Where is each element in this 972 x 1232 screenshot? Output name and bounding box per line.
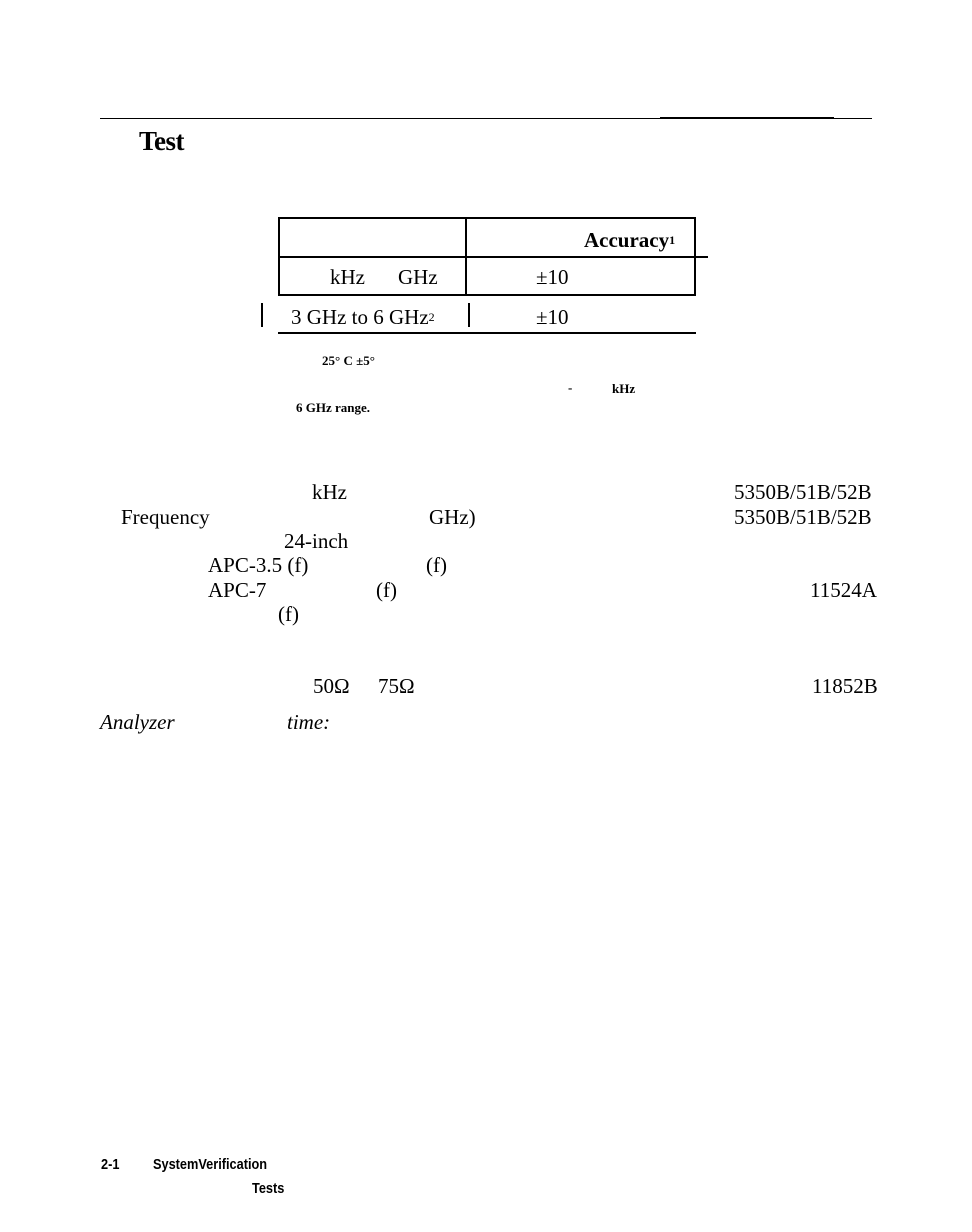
section-title: Test — [139, 126, 185, 156]
footnote-unit: kHz — [612, 381, 636, 396]
table-top-rule — [278, 217, 695, 219]
equipment-7-impedance-b: 75Ω — [378, 674, 415, 698]
table-row-2-range — [291, 305, 435, 330]
equipment-2-range: GHz) — [429, 505, 476, 529]
footer-section-line-2: Tests — [252, 1180, 285, 1197]
table-bottom-rule — [278, 332, 696, 334]
header-rule-accent — [660, 117, 834, 119]
table-row-1-range-end: GHz — [398, 265, 438, 289]
equipment-4-desc: APC-3.5 (f) — [208, 553, 309, 577]
equipment-1-model: 5350B/51B/52B — [734, 480, 872, 504]
table-row-1-accuracy: ±10 — [536, 265, 569, 289]
equipment-7-impedance-a: 50Ω — [313, 674, 350, 698]
table-header-accuracy — [584, 228, 675, 253]
table-row-1-range-start: kHz — [330, 265, 365, 289]
table-row-rule — [278, 294, 696, 296]
table-row-2-accuracy: ±10 — [536, 305, 569, 329]
table-center-divider-lower — [468, 303, 470, 327]
equipment-7-model: 11852B — [812, 674, 878, 698]
equipment-2-model: 5350B/51B/52B — [734, 505, 872, 529]
time-label: time: — [287, 710, 331, 734]
footnote-dash: - — [568, 380, 573, 395]
table-left-border-lower — [261, 303, 263, 327]
equipment-5-model: 11524A — [810, 578, 877, 602]
equipment-5-connector: (f) — [376, 578, 397, 602]
table-header-rule — [278, 256, 708, 258]
equipment-2-desc: Frequency — [121, 505, 210, 529]
equipment-5-desc: APC-7 — [208, 578, 267, 602]
equipment-1-desc: kHz — [312, 480, 347, 504]
footer-section-line-1: SystemVerification — [153, 1156, 268, 1173]
footnote-marker: 2 — [428, 310, 435, 324]
range-label: 3 GHz to 6 GHz — [291, 305, 429, 329]
equipment-4-connector: (f) — [426, 553, 447, 577]
equipment-3-desc: 24-inch — [284, 529, 349, 553]
page-number: 2-1 — [101, 1156, 120, 1173]
accuracy-label: Accuracy — [584, 228, 670, 252]
footnote-2: 6 GHz range. — [296, 400, 371, 415]
footnote-1: 25° C ±5° — [322, 353, 375, 368]
equipment-6-connector: (f) — [278, 602, 299, 626]
footnote-marker: 1 — [669, 233, 676, 247]
analyzer-label: Analyzer — [100, 710, 175, 734]
